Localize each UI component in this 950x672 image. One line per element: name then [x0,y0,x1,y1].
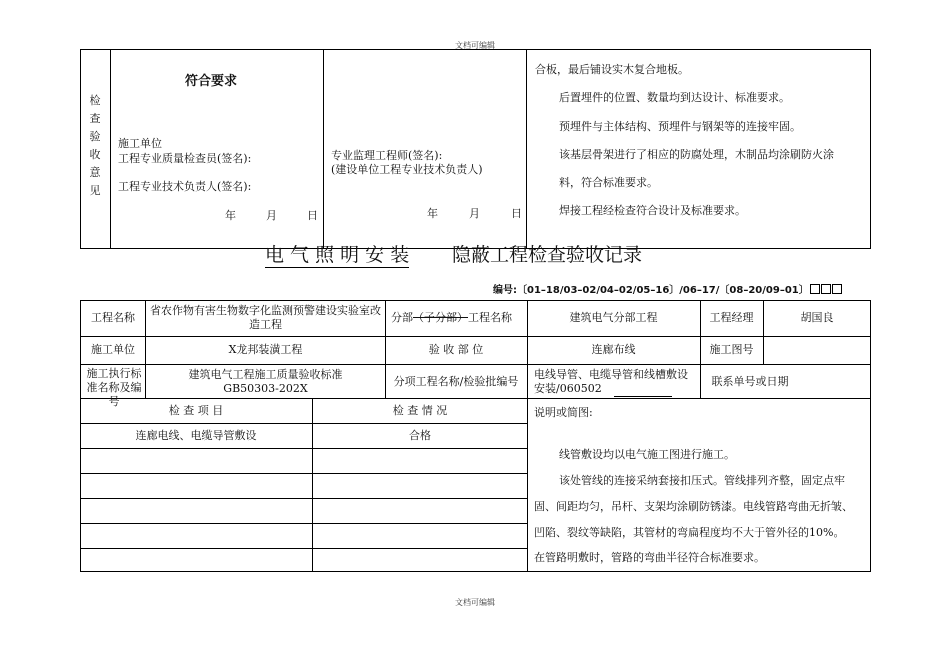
footer-note: 文档可编辑 [455,598,495,607]
item-batch-label: 分项工程名称/检验批编号 [393,375,519,388]
standard-label: 施工执行标准名称及编号 [86,367,142,408]
check-row-item: 连廊电线、电缆导管敷设 [135,429,257,442]
item-batch-value: 电线导管、电缆导管和线槽敷设安装/060502 [534,368,688,395]
tech-lead-signature: 工程专业技术负责人(签名): [118,180,252,193]
remarks-line: 固、间距均匀，吊杆、支架均涂刷防锈漆。电线管路弯曲无折皱、 [534,500,853,513]
note-line: 预埋件与主体结构、预埋件与钢架等的连接牢固。 [559,120,801,133]
construction-unit-value: X龙邦装潢工程 [228,343,303,356]
subpart-name-value: 建筑电气分部工程 [569,311,658,324]
date-year-2: 年 [427,207,438,220]
date-month: 月 [266,209,277,222]
date-year: 年 [225,209,236,222]
result-text: 符合要求 [185,74,238,89]
title-part2: 隐蔽工程检查验收记录 [452,244,643,266]
note-line: 料，符合标准要求。 [559,176,658,189]
check-item-header: 检 查 项 目 [168,404,224,417]
note-line: 焊接工程经检查符合设计及标准要求。 [559,204,746,217]
check-row-status: 合格 [409,429,431,442]
date-month-2: 月 [469,207,480,220]
opinion-side-label: 检 查 验 收 意 见 [89,94,101,197]
owner-tech-lead: (建设单位工程专业技术负责人) [331,163,483,176]
inspection-part-value: 连廊布线 [591,343,636,356]
drawing-no-label: 施工图号 [709,343,754,356]
date-day-2: 日 [511,207,522,220]
inspection-part-label: 验 收 部 位 [428,343,484,356]
project-name-label: 工程名称 [91,311,135,324]
date-day: 日 [307,209,318,222]
construction-unit-label: 施工单位 [91,343,135,356]
quality-inspector-signature: 工程专业质量检查员(签名): [118,152,252,165]
construction-unit-caption: 施工单位 [118,137,162,150]
note-line: 后置埋件的位置、数量均到达设计、标准要求。 [559,91,790,104]
remarks-line: 凹陷、裂纹等缺陷，其管材的弯扁程度均不大于管外径的10%。 [534,526,845,539]
remarks-label: 说明或简图: [534,406,593,419]
standard-code-value: GB50303-202X [223,382,308,395]
remarks-line: 线管敷设均以电气施工图进行施工。 [559,448,735,461]
title-part1: 电 气 照 明 安 装 [265,244,410,266]
manager-label: 工程经理 [709,311,754,324]
manager-value: 胡国良 [800,311,834,324]
standard-name-value: 建筑电气工程施工质量验收标准 [188,368,343,381]
project-name-value: 省农作物有害生物数字化监测预警建设实验室改造工程 [150,304,381,331]
remarks-line: 在管路明敷时，管路的弯曲半径符合标准要求。 [534,551,765,564]
subpart-label: 分部（子分部）工程名称 [391,311,512,324]
check-status-header: 检 查 情 况 [392,404,448,417]
remarks-line: 该处管线的连接采纳套接扣压式。管线排列齐整，固定点牢 [559,474,845,487]
contact-label: 联系单号或日期 [711,375,789,388]
header-note: 文档可编辑 [455,41,495,50]
record-code: 编号:〔01–18/03–02/04–02/05–16〕/06–17/〔08–20/09–01〕 [493,284,842,298]
note-line: 合板，最后铺设实木复合地板。 [535,63,689,76]
supervisor-signature: 专业监理工程师(签名): [331,149,443,162]
note-line: 该基层骨架进行了相应的防腐处理，木制品均涂刷防火涂 [559,148,834,161]
